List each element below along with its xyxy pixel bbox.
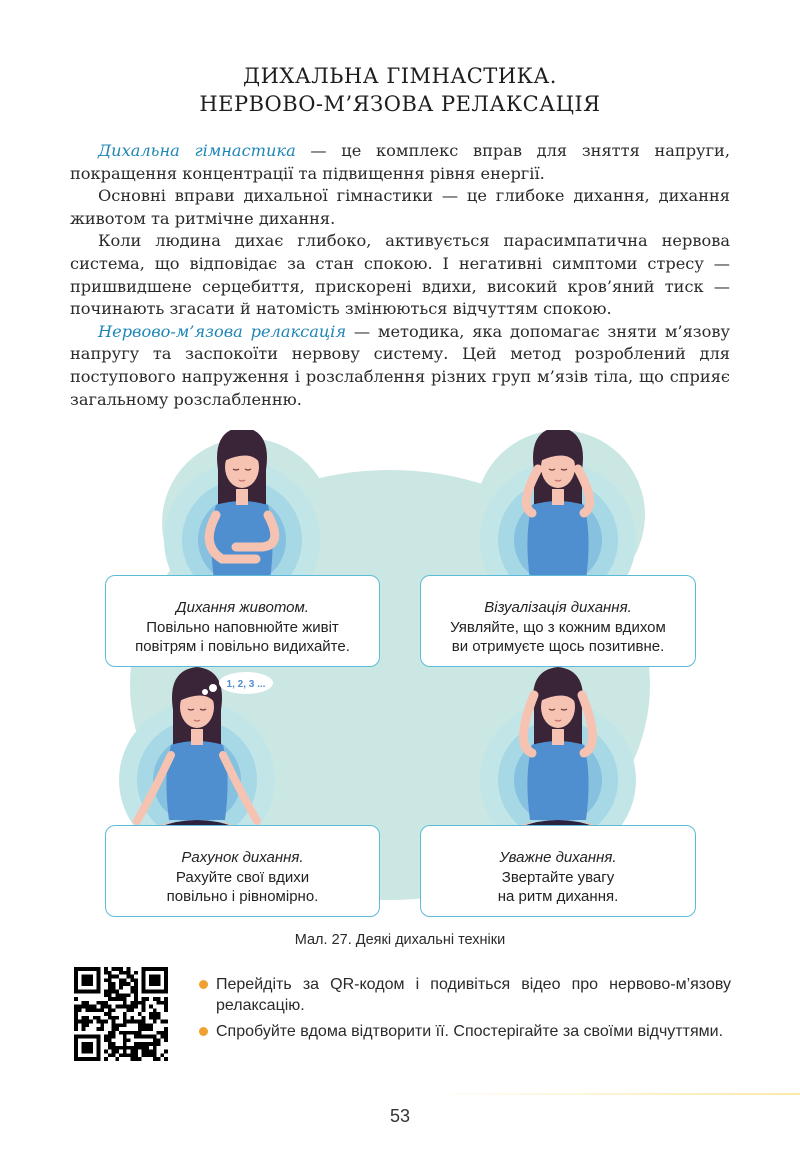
bullet-dot-icon xyxy=(199,980,208,989)
term-breathing-gymnastics: Дихальна гімнастика xyxy=(98,141,296,160)
card-line: Рахуйте свої вдихи xyxy=(175,868,310,886)
paragraph-3: Коли людина дихає глибоко, активується парасимпатична нервова система, що відповідає за стан спокою. І негативні симптоми стресу — пришвидшене серцебиття, прискорені вдихи, високий кров’яний тиск — починають згасати й натомість змінюються відчуттям спокою. xyxy=(70,231,730,319)
bullet-dot-icon xyxy=(199,1027,208,1036)
card-line: Уявляйте, що з кожним вдихом xyxy=(450,618,666,636)
footer-divider xyxy=(420,1093,800,1095)
thought-bubble-text: 1, 2, 3 ... xyxy=(226,679,266,690)
body-text xyxy=(70,140,730,411)
card-title: Рахунок дихання. xyxy=(181,849,304,866)
card-line: Повільно наповнюйте живіт xyxy=(146,618,339,636)
card-line: на ритм дихання. xyxy=(497,888,619,905)
title-line-2: НЕРВОВО-М’ЯЗОВА РЕЛАКСАЦІЯ xyxy=(199,92,601,116)
paragraph-1-text: — це комплекс вправ для зняття напруги, покращення концентрації та підвищення рівня енергії. xyxy=(70,141,730,183)
paragraph-2: Основні вправи дихальної гімнастики — це глибоке дихання, дихання животом та ритмічне дихання. xyxy=(70,186,730,228)
card-line: повільно і рівномірно. xyxy=(166,888,319,905)
qr-code[interactable] xyxy=(74,967,168,1061)
card-belly-breathing xyxy=(105,575,380,667)
page-number: 53 xyxy=(389,1106,411,1126)
breathing-techniques-figure xyxy=(100,430,700,930)
activity-item xyxy=(198,1021,731,1042)
card-line: ви отримуєте щось позитивне. xyxy=(451,638,665,655)
term-relaxation: Нервово-м’язова релаксація xyxy=(98,321,347,341)
card-line: Звертайте увагу xyxy=(501,868,615,886)
figure-caption: Мал. 27. Деякі дихальні техніки xyxy=(294,932,506,948)
card-counting xyxy=(105,825,380,917)
card-line: повітрям і повільно видихайте. xyxy=(135,638,350,655)
card-title: Дихання животом. xyxy=(176,599,309,616)
paragraph-1 xyxy=(70,140,730,185)
paragraph-4 xyxy=(70,321,730,411)
card-title: Візуалізація дихання. xyxy=(484,599,632,616)
paragraph-4-text: — методика, яка допомагає зняти м’язову напругу та заспокоїти нервову систему. Цей метод розроблений для поступового напруження і розслаблення різних груп м’язів тіла, що сприяє загальному розслабленню. xyxy=(70,321,730,409)
activity-list xyxy=(198,974,731,1047)
activity-item xyxy=(198,974,731,1016)
card-visualization xyxy=(420,575,696,667)
card-title: Уважне дихання. xyxy=(499,849,617,866)
card-mindful-breathing xyxy=(420,825,696,917)
title-line-1: ДИХАЛЬНА ГІМНАСТИКА. xyxy=(243,64,557,88)
page-title xyxy=(0,62,800,118)
activity-text: Перейдіть за QR-кодом і подивіться відео про нервово-м’язову релаксацію. xyxy=(216,976,731,1014)
activity-text: Спробуйте вдома відтворити її. Спостерігайте за своїми відчуттями. xyxy=(216,1023,724,1040)
